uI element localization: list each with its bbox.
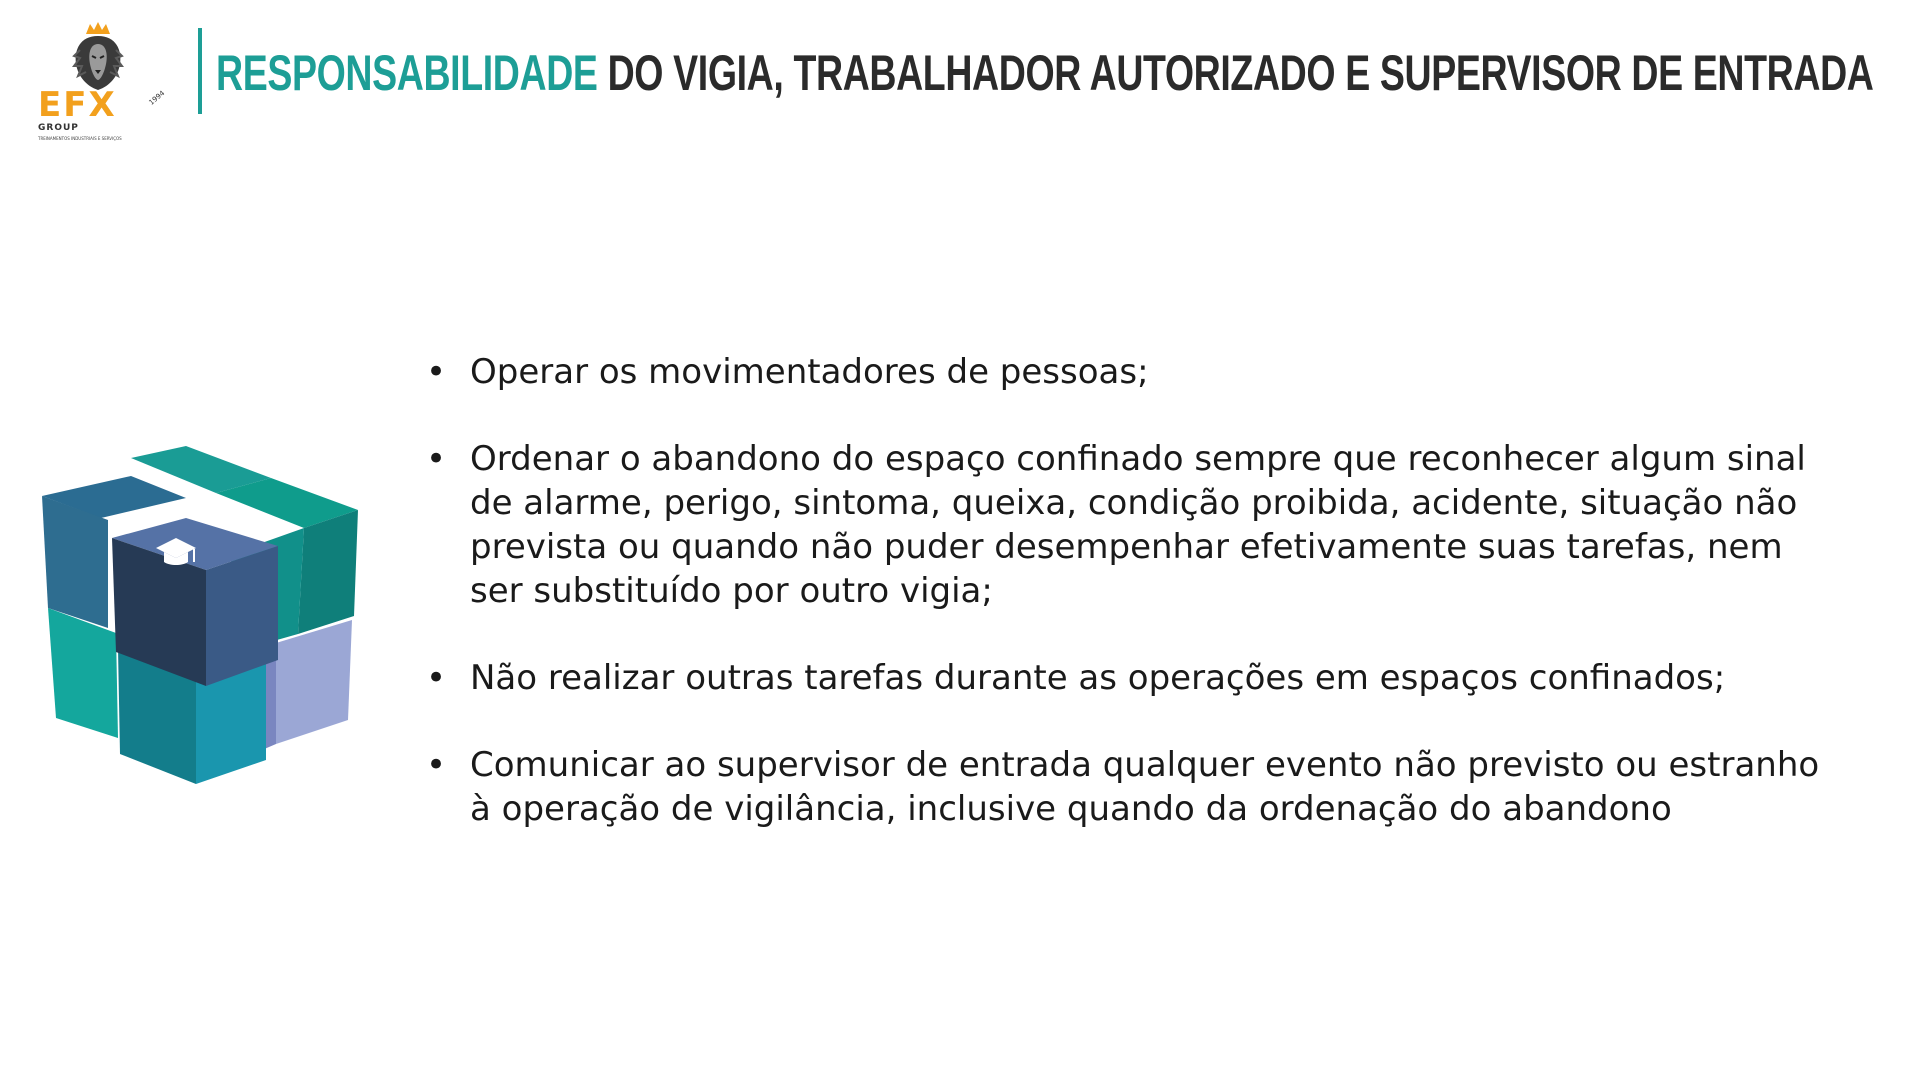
logo-group: GROUP — [38, 123, 79, 133]
bullet-marker: • — [426, 658, 447, 698]
bullet-marker: • — [426, 439, 447, 479]
logo-corner-text: 1994 — [147, 89, 167, 107]
page-title — [216, 42, 1874, 104]
bullet-marker: • — [426, 352, 447, 392]
title-highlight: RESPONSABILIDADE — [216, 45, 598, 101]
list-item — [420, 743, 1840, 831]
bullet-text: Não realizar outras tarefas durante as operações em espaços confinados; — [470, 658, 1726, 698]
title-rest: DO VIGIA, TRABALHADOR AUTORIZADO E SUPERVISOR DE ENTRADA — [597, 45, 1874, 101]
list-item — [420, 350, 1840, 394]
title-accent-bar — [198, 28, 202, 114]
bullet-marker: • — [426, 745, 447, 785]
company-logo — [36, 20, 166, 148]
list-item — [420, 656, 1840, 700]
logo-brand: EFX — [38, 85, 117, 125]
logo-tagline: TREINAMENTOS INDUSTRIAIS E SERVIÇOS — [38, 136, 122, 141]
lion-crown-icon — [66, 20, 130, 92]
bullet-list — [420, 350, 1840, 874]
bullet-text: Ordenar o abandono do espaço confinado sempre que reconhecer algum sinal de alarme, perigo, sintoma, queixa, condição proibida, acidente, situação não prevista ou quando não puder desempenhar efetivamente suas tarefas, nem ser substituído por outro vigia; — [470, 439, 1806, 611]
bullet-text: Comunicar ao supervisor de entrada qualquer evento não previsto ou estranho à operação de vigilância, inclusive quando da ordenação do abandono — [470, 745, 1820, 829]
bullet-text: Operar os movimentadores de pessoas; — [470, 352, 1149, 392]
cube-illustration — [36, 438, 366, 788]
list-item — [420, 437, 1840, 613]
